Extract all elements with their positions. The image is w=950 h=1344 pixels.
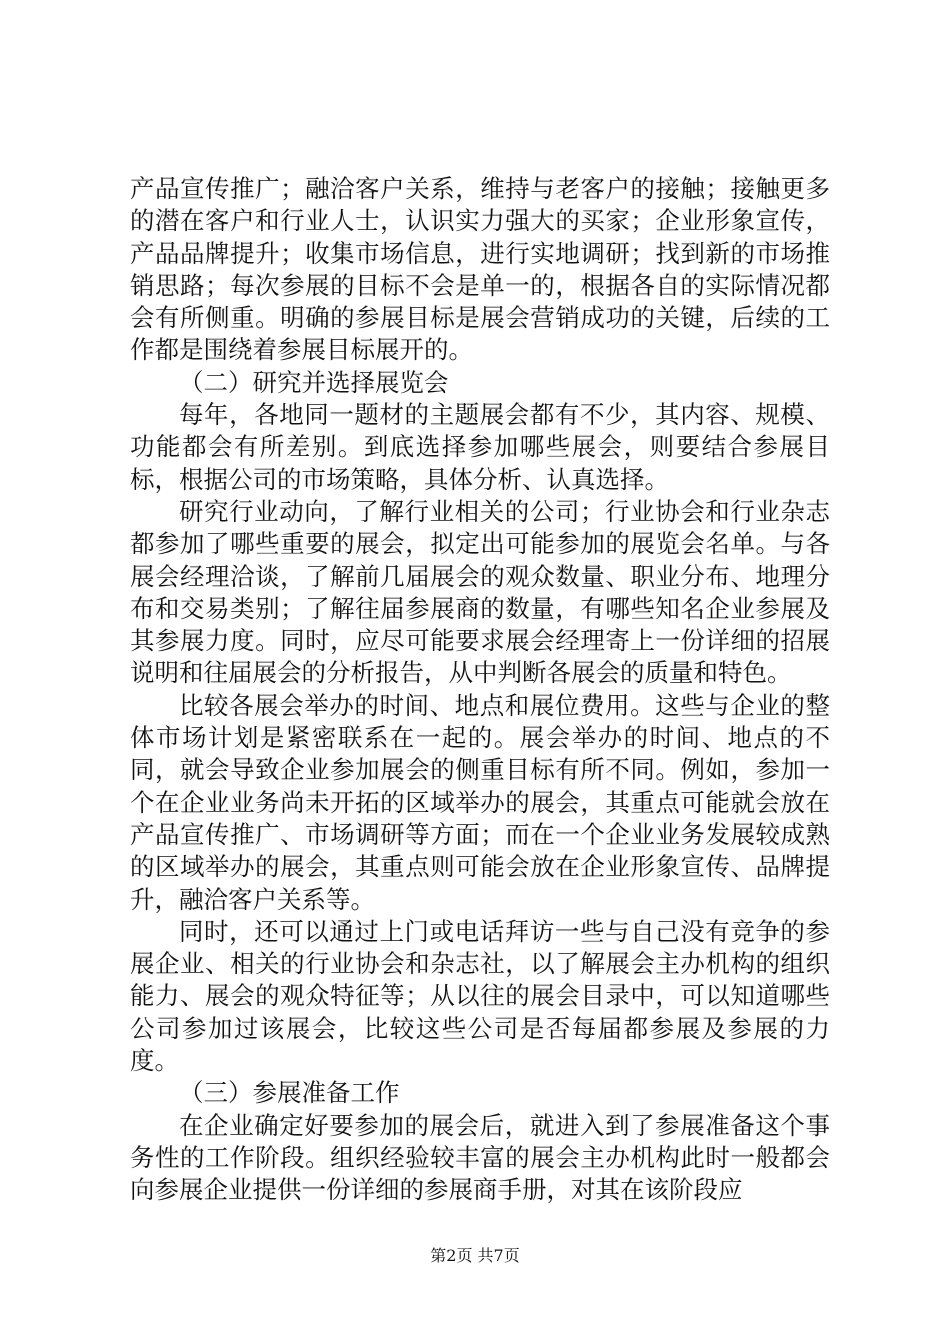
document-body: [130, 173, 830, 1207]
paragraph: 每年，各地同一题材的主题展会都有不少，其内容、规模、功能都会有所差别。到底选择参加哪些展会，则要结合参展目标，根据公司的市场策略，具体分析、认真选择。: [130, 400, 830, 494]
page-footer: [0, 1243, 950, 1266]
paragraph: 在企业确定好要参加的展会后，就进入到了参展准备这个事务性的工作阶段。组织经验较丰富的展会主办机构此时一般都会向参展企业提供一份详细的参展商手册，对其在该阶段应: [130, 1110, 830, 1205]
page-number: 第2页 共7页: [430, 1246, 520, 1265]
section-heading-3: （三）参展准备工作: [179, 1078, 400, 1108]
paragraph: 研究行业动向，了解行业相关的公司；行业协会和行业杂志都参加了哪些重要的展会，拟定出可能参加的展览会名单。与各展会经理洽谈，了解前几届展会的观众数量、职业分布、地理分布和交易类别；了解往届参展商的数量，有哪些知名企业参展及其参展力度。同时，应尽可能要求展会经理寄上一份详细的招展说明和往届展会的分析报告，从中判断各展会的质量和特色。: [130, 496, 830, 688]
paragraph-continuation: 产品宣传推广；融洽客户关系，维持与老客户的接触；接触更多的潜在客户和行业人士，认识实力强大的买家；企业形象宣传，产品品牌提升；收集市场信息，进行实地调研；找到新的市场推销思路；每次参展的目标不会是单一的，根据各自的实际情况都会有所侧重。明确的参展目标是展会营销成功的关键，后续的工作都是围绕着参展目标展开的。: [130, 174, 830, 365]
paragraph: 同时，还可以通过上门或电话拜访一些与自己没有竞争的参展企业、相关的行业协会和杂志社，以了解展会主办机构的组织能力、展会的观众特征等；从以往的展会目录中，可以知道哪些公司参加过该展会，比较这些公司是否每届都参展及参展的力度。: [130, 916, 830, 1076]
section-heading-2: （二）研究并选择展览会: [179, 367, 449, 397]
paragraph: 比较各展会举办的时间、地点和展位费用。这些与企业的整体市场计划是紧密联系在一起的。展会举办的时间、地点的不同，就会导致企业参加展会的侧重目标有所不同。例如，参加一个在企业业务尚未开拓的区域举办的展会，其重点可能就会放在产品宣传推广、市场调研等方面；而在一个企业业务发展较成熟的区域举办的展会，其重点则可能会放在企业形象宣传、品牌提升，融洽客户关系等。: [130, 690, 830, 914]
